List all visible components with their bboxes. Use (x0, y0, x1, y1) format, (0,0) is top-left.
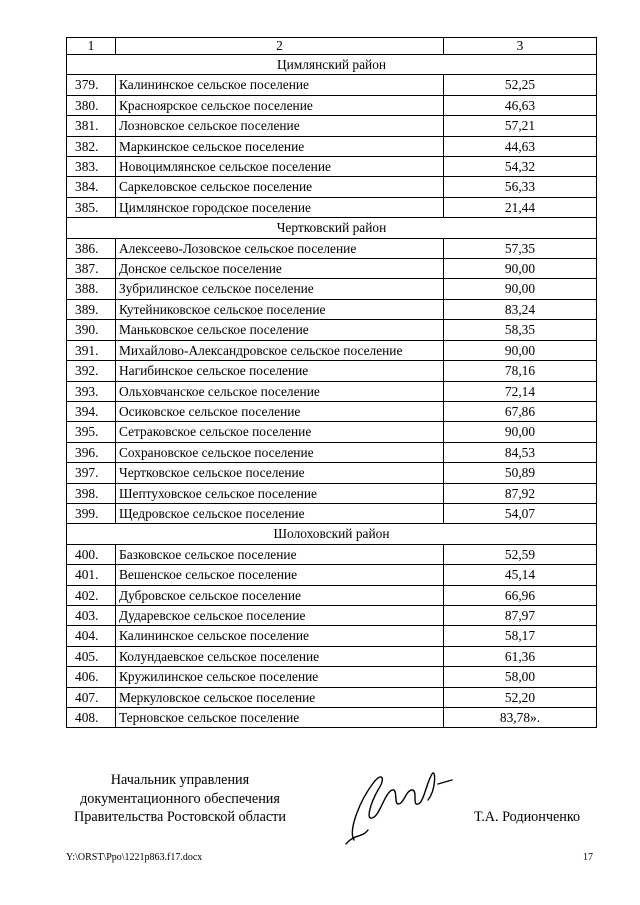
table-row (67, 299, 597, 319)
settlement-name: Чертковское сельское поселение (116, 463, 444, 483)
settlement-name: Красноярское сельское поселение (116, 95, 444, 115)
row-value: 90,00 (444, 259, 597, 279)
signatory-name: Т.А. Родионченко (474, 809, 581, 825)
table-row (67, 605, 597, 625)
table-row (67, 279, 597, 299)
row-value: 46,63 (444, 95, 597, 115)
row-value: 78,16 (444, 361, 597, 381)
row-value: 61,36 (444, 646, 597, 666)
settlement-name: Дударевское сельское поселение (116, 605, 444, 625)
row-number: 399. (67, 503, 116, 523)
row-value: 67,86 (444, 401, 597, 421)
signatory-title (60, 771, 300, 827)
row-value: 83,24 (444, 299, 597, 319)
row-number: 388. (67, 279, 116, 299)
table-row (67, 197, 597, 217)
settlement-name: Лозновское сельское поселение (116, 116, 444, 136)
settlement-name: Колундаевское сельское поселение (116, 646, 444, 666)
row-value: 87,92 (444, 483, 597, 503)
row-value: 52,25 (444, 75, 597, 95)
table-row (67, 585, 597, 605)
table-row (67, 544, 597, 564)
row-value: 66,96 (444, 585, 597, 605)
row-value: 45,14 (444, 565, 597, 585)
row-number: 384. (67, 177, 116, 197)
table-row (67, 238, 597, 258)
table-row (67, 259, 597, 279)
row-number: 380. (67, 95, 116, 115)
table-row (67, 320, 597, 340)
row-number: 385. (67, 197, 116, 217)
row-value: 87,97 (444, 605, 597, 625)
table-row (67, 626, 597, 646)
row-value: 90,00 (444, 340, 597, 360)
settlement-name: Щедровское сельское поселение (116, 503, 444, 523)
header-col-3: 3 (444, 38, 597, 55)
table-row (67, 667, 597, 687)
header-col-2: 2 (116, 38, 444, 55)
row-value: 21,44 (444, 197, 597, 217)
row-number: 405. (67, 646, 116, 666)
row-number: 382. (67, 136, 116, 156)
row-value: 56,33 (444, 177, 597, 197)
row-number: 401. (67, 565, 116, 585)
signatory-title-line-3: Правительства Ростовской области (74, 809, 286, 825)
row-number: 392. (67, 361, 116, 381)
district-row (67, 524, 597, 544)
row-number: 406. (67, 667, 116, 687)
row-value: 54,07 (444, 503, 597, 523)
table-row (67, 503, 597, 523)
row-number: 408. (67, 708, 116, 728)
settlement-name: Сетраковское сельское поселение (116, 422, 444, 442)
row-value: 58,17 (444, 626, 597, 646)
table-row (67, 361, 597, 381)
table-row (67, 177, 597, 197)
row-value: 84,53 (444, 442, 597, 462)
file-path: Y:\ORST\Ppo\1221p863.f17.docx (66, 852, 203, 863)
row-number: 400. (67, 544, 116, 564)
row-number: 393. (67, 381, 116, 401)
row-number: 391. (67, 340, 116, 360)
district-name: Цимлянский район (67, 55, 597, 75)
settlements-table (66, 37, 597, 728)
district-name: Чертковский район (67, 218, 597, 238)
row-value: 58,00 (444, 667, 597, 687)
row-value: 57,35 (444, 238, 597, 258)
table-row (67, 565, 597, 585)
settlement-name: Михайлово-Александровское сельское поселение (116, 340, 444, 360)
district-row (67, 55, 597, 75)
handwritten-signature (340, 760, 460, 850)
district-name: Шолоховский район (67, 524, 597, 544)
settlement-name: Калининское сельское поселение (116, 75, 444, 95)
table-row (67, 422, 597, 442)
settlement-name: Донское сельское поселение (116, 259, 444, 279)
row-value: 52,59 (444, 544, 597, 564)
row-value: 83,78». (444, 708, 597, 728)
settlement-name: Алексеево-Лозовское сельское поселение (116, 238, 444, 258)
table-row (67, 646, 597, 666)
table-row (67, 157, 597, 177)
row-number: 390. (67, 320, 116, 340)
row-number: 396. (67, 442, 116, 462)
row-number: 381. (67, 116, 116, 136)
settlement-name: Дубровское сельское поселение (116, 585, 444, 605)
row-number: 394. (67, 401, 116, 421)
table-row (67, 340, 597, 360)
settlement-name: Ольховчанское сельское поселение (116, 381, 444, 401)
row-value: 72,14 (444, 381, 597, 401)
signatory-title-line-1: Начальник управления (110, 772, 250, 788)
table-row (67, 381, 597, 401)
settlement-name: Саркеловское сельское поселение (116, 177, 444, 197)
settlement-name: Шептуховское сельское поселение (116, 483, 444, 503)
row-value: 58,35 (444, 320, 597, 340)
settlement-name: Терновское сельское поселение (116, 708, 444, 728)
row-number: 395. (67, 422, 116, 442)
settlement-name: Цимлянское городское поселение (116, 197, 444, 217)
row-value: 57,21 (444, 116, 597, 136)
settlement-name: Меркуловское сельское поселение (116, 687, 444, 707)
header-col-1: 1 (67, 38, 116, 55)
row-value: 90,00 (444, 422, 597, 442)
row-number: 398. (67, 483, 116, 503)
row-number: 386. (67, 238, 116, 258)
row-number: 404. (67, 626, 116, 646)
row-value: 50,89 (444, 463, 597, 483)
table-row (67, 463, 597, 483)
row-number: 402. (67, 585, 116, 605)
settlement-name: Нагибинское сельское поселение (116, 361, 444, 381)
row-value: 44,63 (444, 136, 597, 156)
row-number: 387. (67, 259, 116, 279)
table-row (67, 116, 597, 136)
row-number: 383. (67, 157, 116, 177)
row-value: 52,20 (444, 687, 597, 707)
table-header-row (67, 38, 597, 55)
row-number: 403. (67, 605, 116, 625)
page-number: 17 (583, 852, 593, 863)
signatory-title-line-2: документационного обеспечения (80, 790, 280, 807)
table-row (67, 75, 597, 95)
table-row (67, 136, 597, 156)
row-value: 54,32 (444, 157, 597, 177)
table-row (67, 401, 597, 421)
district-row (67, 218, 597, 238)
settlement-name: Кружилинское сельское поселение (116, 667, 444, 687)
table-row (67, 483, 597, 503)
row-number: 397. (67, 463, 116, 483)
settlement-name: Осиковское сельское поселение (116, 401, 444, 421)
table-row (67, 95, 597, 115)
settlement-name: Базковское сельское поселение (116, 544, 444, 564)
table-row (67, 708, 597, 728)
settlement-name: Новоцимлянское сельское поселение (116, 157, 444, 177)
row-value: 90,00 (444, 279, 597, 299)
settlement-name: Кутейниковское сельское поселение (116, 299, 444, 319)
settlement-name: Маньковское сельское поселение (116, 320, 444, 340)
settlement-name: Зубрилинское сельское поселение (116, 279, 444, 299)
settlement-name: Сохрановское сельское поселение (116, 442, 444, 462)
settlement-name: Маркинское сельское поселение (116, 136, 444, 156)
table-row (67, 687, 597, 707)
row-number: 389. (67, 299, 116, 319)
table-row (67, 442, 597, 462)
row-number: 379. (67, 75, 116, 95)
settlement-name: Калининское сельское поселение (116, 626, 444, 646)
settlement-name: Вешенское сельское поселение (116, 565, 444, 585)
row-number: 407. (67, 687, 116, 707)
